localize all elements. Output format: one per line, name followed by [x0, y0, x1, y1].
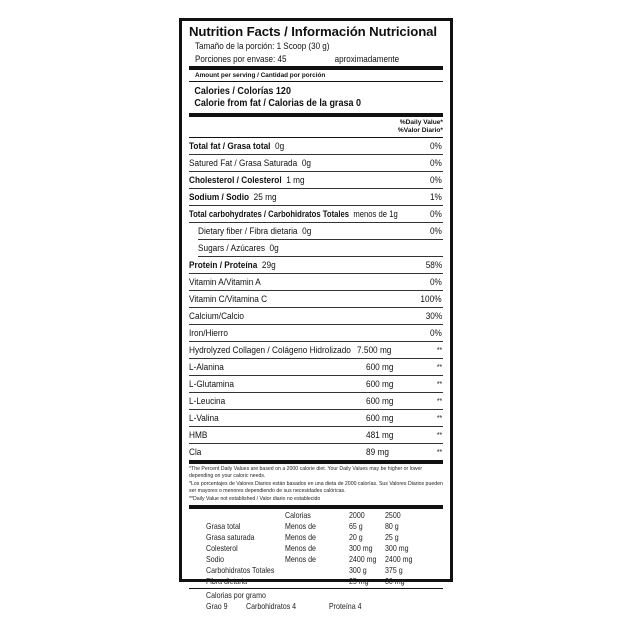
vitamin-row: Vitamin A/Vitamin A 0% — [189, 274, 443, 291]
nutrient-row-sodium: Sodium / Sodio 25 mg 1% — [189, 189, 443, 206]
vitamin-row: Iron/Hierro 0% — [189, 325, 443, 342]
calories-per-gram: Calorias por gramo Grao 9 Carbohidratos 4 Proteína 4 — [206, 591, 362, 612]
serving-size: Tamaño de la porción: 1 Scoop (30 g) — [195, 40, 330, 51]
footnotes: *The Percent Daily Values are based on a 2000 calorie diet. Your Daily Values may be higher or lower depending on your caloric needs. *Los porcentajes de Valores Diarios están basados en una dieta de 2000 calorías. Sus Valores Diarios pueden ser mayores o menores dependiendo de sus necesidades calóricas. **Daily Value not established / Valor diario no establecido — [189, 466, 443, 502]
daily-value-reference-table: Calorias 2000 2500 Grasa total Menos de 65 g 80 g Grasa saturada Menos de 20 g 25 g Colesterol Menos de 300 mg 300 mg Sodio Menos de 2400 mg 2400 mg Carbohidratos Totales 300 g 375 g Fibra dietaria 25 mg 30 mg — [206, 511, 413, 587]
nutrient-row-sugars: Sugars / Azúcares 0g — [198, 240, 443, 257]
nutrient-row-protein: Protein / Proteína 29g 58% — [189, 257, 443, 274]
nutrient-row-total-fat: Total fat / Grasa total 0g 0% — [189, 138, 443, 155]
calories: Calories / Colorías 120 — [194, 86, 291, 97]
supplement-row: L-Glutamina 600 mg ** — [189, 376, 443, 393]
daily-value-header: %Daily Value* %Valor Diario* — [397, 119, 443, 134]
supplement-row: L-Valina 600 mg ** — [189, 410, 443, 427]
nutrient-row-total-carbs: Total carbohydrates / Carbohidratos Totales menos de 1g 0% — [189, 206, 443, 223]
supplement-row: L-Leucina 600 mg ** — [189, 393, 443, 410]
nutrient-row-saturated-fat: Satured Fat / Grasa Saturada 0g 0% — [189, 155, 443, 172]
vitamin-row: Calcium/Calcio 30% — [189, 308, 443, 325]
supplement-row: L-Alanina 600 mg ** — [189, 359, 443, 376]
nutrition-label — [179, 18, 453, 612]
nutrient-row-cholesterol: Cholesterol / Colesterol 1 mg 0% — [189, 172, 443, 189]
supplement-row: Hydrolyzed Collagen / Colágeno Hidrolizado 7.500 mg ** — [189, 342, 443, 359]
vitamin-row: Vitamin C/Vitamina C 100% — [189, 291, 443, 308]
servings-approx: aproximadamente — [334, 53, 400, 64]
amount-per-serving: Amount per serving / Cantidad por porción — [195, 72, 326, 79]
calories-from-fat: Calorie from fat / Calorias de la grasa 0 — [194, 98, 361, 109]
supplement-row: HMB 481 mg ** — [189, 427, 443, 444]
label-title: Nutrition Facts / Información Nutricional — [189, 24, 437, 39]
nutrient-row-dietary-fiber: Dietary fiber / Fibra dietaria 0g 0% — [198, 223, 443, 240]
servings-per-container: Porciones por envase: 45 aproximadamente — [195, 53, 400, 64]
supplement-row: Cla 89 mg ** — [189, 447, 442, 458]
